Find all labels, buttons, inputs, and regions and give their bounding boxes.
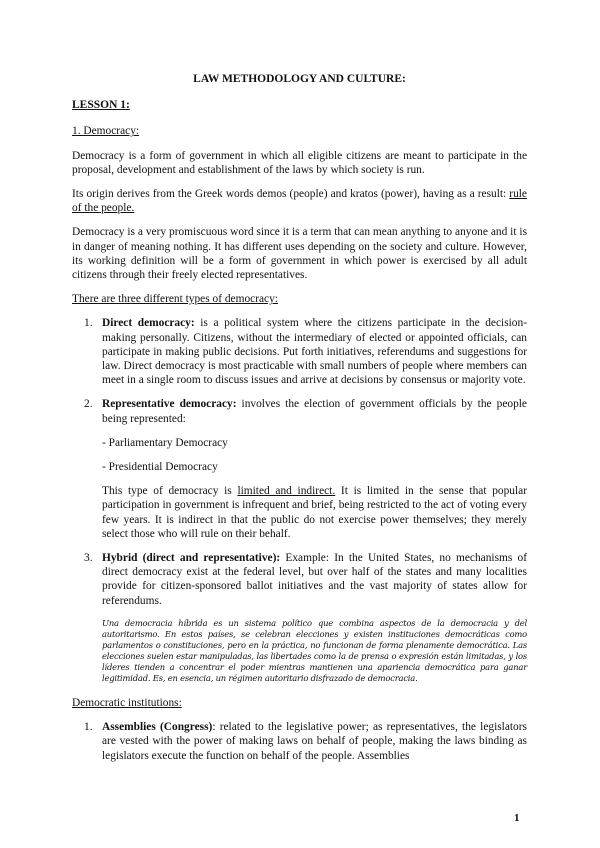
- handwritten-note-spanish: Una democracia híbrida es un sistema político que combina aspectos de la democracia y del autoritarismo. En estos países, se celebran elecciones y existen instituciones democráticas como parlamentos o constituciones, pero en la práctica, no funcionan de forma plenamente democrática. Las elecciones suelen estar manipuladas, las libertades como la de prensa o expresión están limitadas, y los líderes tienden a concentrar el poder mientras mantienen una apariencia democrática para ganar legitimidad. Es, en esencia, un régimen autoritario disfrazado de democracia.: [102, 617, 527, 683]
- types-list: [72, 316, 527, 607]
- term-direct-democracy: Direct democracy:: [102, 317, 195, 330]
- list-number: 1.: [84, 317, 93, 330]
- institutions-list: [72, 720, 527, 763]
- list-item-hybrid: [72, 551, 527, 608]
- term-representative-democracy: Representative democracy:: [102, 398, 237, 411]
- sub-presidential: - Presidential Democracy: [102, 461, 218, 474]
- limited-indirect-phrase: limited and indirect.: [237, 485, 336, 498]
- limits-text-start: This type of democracy is: [102, 485, 238, 498]
- page-number: 1: [514, 812, 520, 824]
- hybrid-text: Example: In the United States, no mechanisms of direct democracy exist at the federal level, but over half of the states and many localities provide for citizen-sponsored ballot initiatives and the vast majority of states allow for referendums.: [102, 552, 527, 607]
- list-number: 2.: [84, 398, 93, 411]
- term-assemblies: Assemblies (Congress): [102, 721, 213, 734]
- paragraph-definition: Democracy is a form of government in which all eligible citizens are meant to participate in the proposal, development and establishment of the laws by which society is run.: [72, 149, 527, 176]
- limits-text-end: It is limited in the sense that popular participation in government is infrequent and brief, being restricted to the act of voting every few years. It is indirect in that the public do not exercise power themselves; they merely select those who will rule on their behalf.: [102, 485, 527, 540]
- institutions-heading: Democratic institutions:: [72, 696, 182, 709]
- page-title: LAW METHODOLOGY AND CULTURE:: [193, 73, 406, 85]
- lesson-heading: LESSON 1:: [72, 99, 130, 112]
- representative-democracy-text: involves the election of government officials by the people being represented:: [102, 398, 527, 425]
- list-item-assemblies: [72, 720, 527, 763]
- list-item-representative: [72, 397, 527, 541]
- list-number: 3.: [84, 552, 93, 565]
- term-hybrid: Hybrid (direct and representative):: [102, 552, 281, 565]
- sub-parliamentary: - Parliamentary Democracy: [102, 436, 228, 449]
- types-heading: There are three different types of democracy:: [72, 293, 278, 306]
- section-heading-democracy: 1. Democracy:: [72, 125, 140, 138]
- representative-limits-paragraph: [102, 484, 527, 541]
- assemblies-text: : related to the legislative power; as representatives, the legislators are vested with the power of making laws on behalf of people, making the laws binding as legislators execute the function on behalf of the people. Assemblies: [102, 721, 527, 762]
- paragraph-origin: [72, 187, 527, 215]
- list-item-direct: [72, 316, 527, 387]
- rule-of-people-phrase: rule of the people.: [72, 188, 527, 215]
- origin-text: Its origin derives from the Greek words demos (people) and kratos (power), having as a result:: [72, 188, 510, 201]
- page-content: [72, 72, 527, 773]
- list-number: 1.: [84, 721, 93, 734]
- paragraph-promiscuous: Democracy is a very promiscuous word since it is a term that can mean anything to anyone and it is in danger of meaning nothing. It has different uses depending on the society and culture. However, its working definition will be a form of government in which power is exercised by all adult citizens through their freely elected representatives.: [72, 226, 527, 282]
- direct-democracy-text: is a political system where the citizens participate in the decision-making personally. Citizens, without the intermediary of elected or appointed officials, can participate in making public decisions. Put forth initiatives, referendums and suggestions for law. Direct democracy is most practicable with small numbers of people where members can meet in a single room to discuss issues and arrive at decisions by consensus or majority vote.: [102, 317, 527, 387]
